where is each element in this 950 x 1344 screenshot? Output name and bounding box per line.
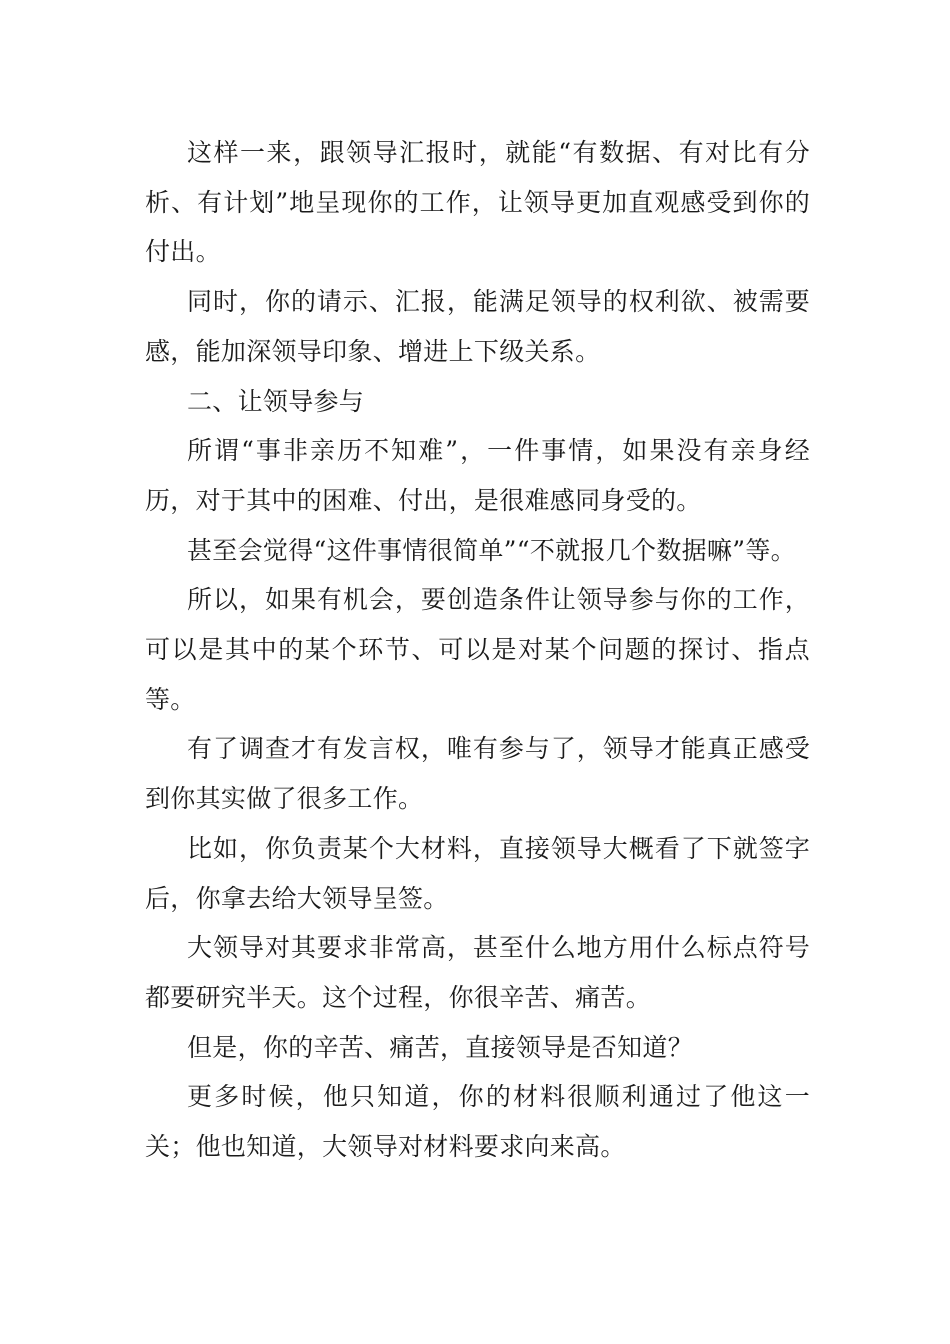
paragraph: 大领导对其要求非常高，甚至什么地方用什么标点符号都要研究半天。这个过程，你很辛苦、痛苦。 — [145, 933, 810, 1012]
document-body — [145, 128, 810, 1172]
paragraph: 甚至会觉得“这件事情很简单”“不就报几个数据嘛”等。 — [187, 535, 796, 565]
paragraph: 但是，你的辛苦、痛苦，直接领导是否知道？ — [187, 1032, 694, 1062]
section-heading: 二、让领导参与 — [187, 386, 365, 416]
paragraph: 更多时候，他只知道，你的材料很顺利通过了他这一关；他也知道，大领导对材料要求向来高。 — [145, 1082, 810, 1162]
paragraph: 所谓“事非亲历不知难”，一件事情，如果没有亲身经历，对于其中的困难、付出，是很难感同身受的。 — [145, 436, 810, 515]
paragraph: 同时，你的请示、汇报，能满足领导的权利欲、被需要感，能加深领导印象、增进上下级关系。 — [145, 287, 810, 366]
paragraph: 有了调查才有发言权，唯有参与了，领导才能真正感受到你其实做了很多工作。 — [145, 734, 810, 814]
paragraph: 所以，如果有机会，要创造条件让领导参与你的工作，可以是其中的某个环节、可以是对某个问题的探讨、指点等。 — [145, 585, 810, 714]
paragraph: 比如，你负责某个大材料，直接领导大概看了下就签字后，你拿去给大领导呈签。 — [145, 833, 810, 913]
paragraph: 这样一来，跟领导汇报时，就能“有数据、有对比有分析、有计划”地呈现你的工作，让领导更加直观感受到你的付出。 — [145, 138, 810, 267]
